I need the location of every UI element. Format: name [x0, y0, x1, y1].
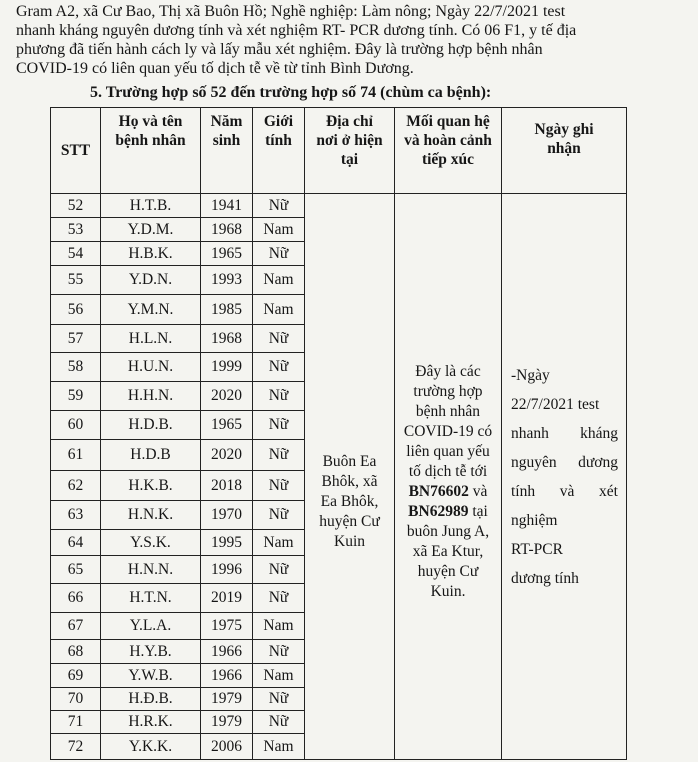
name-cell: Y.D.M.	[101, 218, 201, 242]
gender-cell: Nữ	[253, 711, 305, 734]
name-cell: Y.D.N.	[101, 266, 201, 295]
gender-cell: Nam	[253, 613, 305, 640]
stt-cell: 52	[51, 194, 101, 218]
stt-cell: 72	[51, 734, 101, 760]
year-cell: 1999	[201, 353, 253, 382]
year-cell: 1968	[201, 218, 253, 242]
year-cell: 1966	[201, 664, 253, 688]
case-ref-bn62989: BN62989	[408, 502, 469, 520]
year-cell: 1975	[201, 613, 253, 640]
header-stt: STT	[51, 108, 101, 194]
year-cell: 2006	[201, 734, 253, 760]
contact-cell: Đây là các trường hợp bệnh nhân COVID-19 có liên quan yếu tố dịch tễ tới BN76602 và BN62989 tại buôn Jung A, xã Ea Ktur, huyện Cư Kuin.	[395, 194, 502, 760]
gender-cell: Nữ	[253, 353, 305, 382]
stt-cell: 54	[51, 242, 101, 266]
gender-cell: Nữ	[253, 471, 305, 501]
year-cell: 1965	[201, 411, 253, 440]
year-cell: 1966	[201, 640, 253, 664]
gender-cell: Nữ	[253, 440, 305, 471]
name-cell: Y.L.A.	[101, 613, 201, 640]
gender-cell: Nữ	[253, 411, 305, 440]
gender-cell: Nam	[253, 218, 305, 242]
gender-cell: Nữ	[253, 242, 305, 266]
year-cell: 1995	[201, 530, 253, 556]
year-cell: 1941	[201, 194, 253, 218]
year-cell: 2020	[201, 440, 253, 471]
name-cell: H.B.K.	[101, 242, 201, 266]
gender-cell: Nữ	[253, 556, 305, 584]
header-year: Năm sinh	[201, 108, 253, 194]
year-cell: 2018	[201, 471, 253, 501]
gender-cell: Nam	[253, 266, 305, 295]
stt-cell: 66	[51, 584, 101, 613]
stt-cell: 62	[51, 471, 101, 501]
header-gender: Giới tính	[253, 108, 305, 194]
year-cell: 1979	[201, 688, 253, 711]
address-cell: Buôn Ea Bhôk, xã Ea Bhôk, huyện Cư Kuin	[305, 194, 395, 760]
name-cell: H.D.B.	[101, 411, 201, 440]
name-cell: H.H.N.	[101, 382, 201, 411]
gender-cell: Nữ	[253, 640, 305, 664]
stt-cell: 65	[51, 556, 101, 584]
name-cell: H.D.B	[101, 440, 201, 471]
header-contact: Mối quan hệ và hoàn cảnh tiếp xúc	[395, 108, 502, 194]
stt-cell: 68	[51, 640, 101, 664]
year-cell: 1979	[201, 711, 253, 734]
stt-cell: 61	[51, 440, 101, 471]
gender-cell: Nữ	[253, 194, 305, 218]
intro-line: nhanh kháng nguyên dương tính và xét nghiệm RT- PCR dương tính. Có 06 F1, y tế địa	[16, 22, 577, 39]
name-cell: H.T.B.	[101, 194, 201, 218]
intro-line: COVID-19 có liên quan yếu tố dịch tễ về từ tỉnh Bình Dương.	[16, 60, 414, 77]
stt-cell: 53	[51, 218, 101, 242]
intro-line: phương đã tiến hành cách ly và lấy mẫu xét nghiệm. Đây là trường hợp bệnh nhân	[16, 41, 543, 58]
name-cell: H.Y.B.	[101, 640, 201, 664]
name-cell: Y.M.N.	[101, 295, 201, 325]
stt-cell: 59	[51, 382, 101, 411]
stt-cell: 55	[51, 266, 101, 295]
year-cell: 1985	[201, 295, 253, 325]
gender-cell: Nam	[253, 734, 305, 760]
stt-cell: 64	[51, 530, 101, 556]
year-cell: 1965	[201, 242, 253, 266]
name-cell: H.N.N.	[101, 556, 201, 584]
name-cell: H.R.K.	[101, 711, 201, 734]
date-cell: -Ngày 22/7/2021 test nhanh kháng nguyên dương tính và xét nghiệm RT-PCR dương tính	[502, 194, 627, 760]
name-cell: H.Đ.B.	[101, 688, 201, 711]
intro-paragraph	[16, 2, 681, 78]
name-cell: Y.S.K.	[101, 530, 201, 556]
stt-cell: 58	[51, 353, 101, 382]
case-ref-bn76602: BN76602	[408, 482, 469, 500]
year-cell: 1970	[201, 501, 253, 530]
gender-cell: Nữ	[253, 325, 305, 353]
gender-cell: Nữ	[253, 584, 305, 613]
section-heading: 5. Trường hợp số 52 đến trường hợp số 74 (chùm ca bệnh):	[90, 84, 492, 101]
gender-cell: Nam	[253, 295, 305, 325]
gender-cell: Nữ	[253, 382, 305, 411]
year-cell: 1968	[201, 325, 253, 353]
name-cell: H.N.K.	[101, 501, 201, 530]
stt-cell: 67	[51, 613, 101, 640]
name-cell: H.K.B.	[101, 471, 201, 501]
table-row	[51, 194, 627, 218]
stt-cell: 69	[51, 664, 101, 688]
year-cell: 1996	[201, 556, 253, 584]
name-cell: H.L.N.	[101, 325, 201, 353]
name-cell: H.T.N.	[101, 584, 201, 613]
header-date: Ngày ghi nhận	[502, 108, 627, 194]
stt-cell: 63	[51, 501, 101, 530]
header-name: Họ và tên bệnh nhân	[101, 108, 201, 194]
stt-cell: 57	[51, 325, 101, 353]
year-cell: 1993	[201, 266, 253, 295]
name-cell: H.U.N.	[101, 353, 201, 382]
stt-cell: 56	[51, 295, 101, 325]
gender-cell: Nam	[253, 530, 305, 556]
stt-cell: 60	[51, 411, 101, 440]
name-cell: Y.W.B.	[101, 664, 201, 688]
stt-cell: 70	[51, 688, 101, 711]
stt-cell: 71	[51, 711, 101, 734]
year-cell: 2020	[201, 382, 253, 411]
gender-cell: Nam	[253, 664, 305, 688]
gender-cell: Nữ	[253, 688, 305, 711]
gender-cell: Nữ	[253, 501, 305, 530]
cases-table	[50, 107, 627, 760]
intro-line: Gram A2, xã Cư Bao, Thị xã Buôn Hồ; Nghề nghiệp: Làm nông; Ngày 22/7/2021 test	[16, 3, 566, 20]
year-cell: 2019	[201, 584, 253, 613]
name-cell: Y.K.K.	[101, 734, 201, 760]
header-address: Địa chỉ nơi ở hiện tại	[305, 108, 395, 194]
table-header-row	[51, 108, 627, 194]
